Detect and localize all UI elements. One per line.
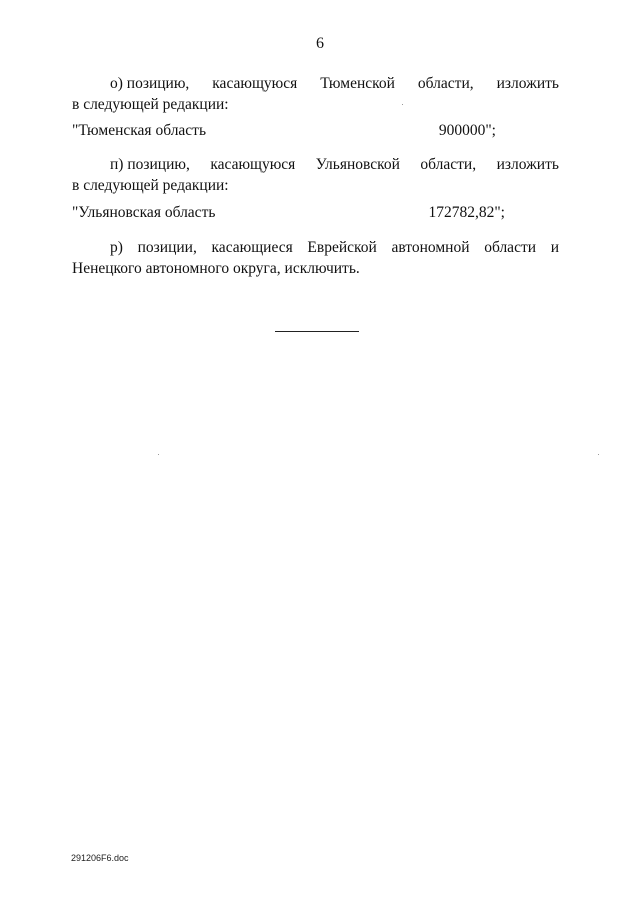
paragraph-line: в следующей редакции: xyxy=(72,177,229,194)
word: изложить xyxy=(496,156,559,173)
word: Ульяновской xyxy=(315,156,400,173)
footer-file-name: 291206F6.doc xyxy=(71,853,129,863)
scan-speck xyxy=(402,104,403,105)
paragraph-item-p xyxy=(72,154,559,196)
word: Тюменской xyxy=(320,75,395,92)
entry-amount: 900000"; xyxy=(438,122,496,139)
word: области, xyxy=(420,156,477,173)
page-number: 6 xyxy=(316,35,324,52)
word: области, xyxy=(417,75,474,92)
paragraph-item-r: р) позиции, касающиеся Еврейской автономной области и Ненецкого автономного округа, исключить. xyxy=(72,239,559,277)
entry-ulyanovsk xyxy=(72,204,559,225)
paragraph-item-o xyxy=(72,73,559,115)
scan-speck xyxy=(158,454,159,455)
paragraph-line xyxy=(72,154,559,175)
paragraph-line xyxy=(72,73,559,94)
scan-speck xyxy=(598,454,599,455)
paragraph-line: в следующей редакции: xyxy=(72,96,229,113)
entry-region-name: "Ульяновская область xyxy=(72,204,216,221)
word: касающуюся xyxy=(210,156,296,173)
word: касающуюся xyxy=(212,75,298,92)
entry-tyumen xyxy=(72,122,559,143)
word: п) позицию, xyxy=(110,156,190,173)
entry-region-name: "Тюменская область xyxy=(72,122,207,139)
entry-amount: 172782,82"; xyxy=(428,204,505,221)
word: изложить xyxy=(496,75,559,92)
separator-line xyxy=(275,331,359,332)
word: о) позицию, xyxy=(110,75,190,92)
